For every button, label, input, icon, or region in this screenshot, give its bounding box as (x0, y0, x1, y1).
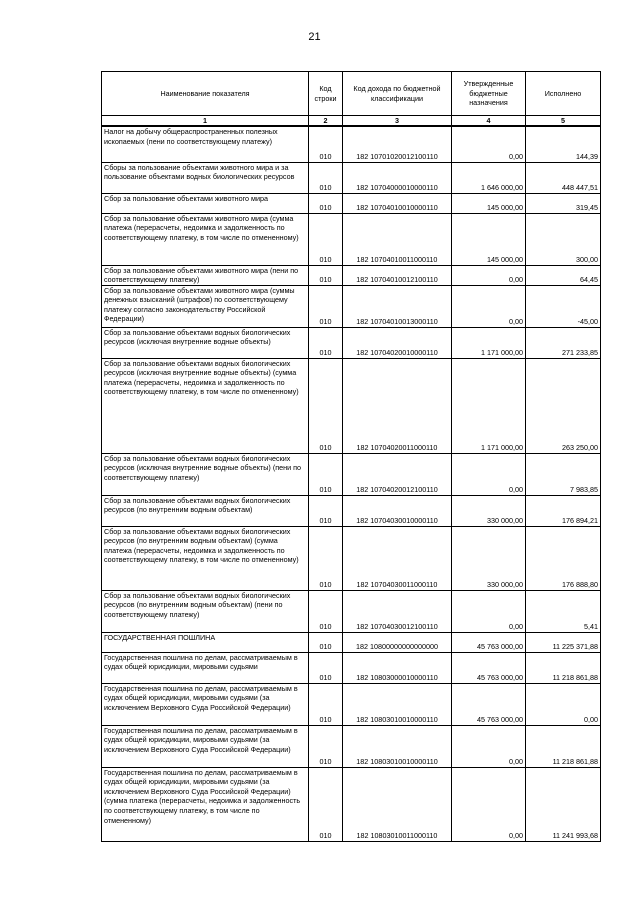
table-row (102, 652, 601, 683)
row-kd: 182 10704030012100110 (343, 590, 452, 632)
row-name: ГОСУДАРСТВЕННАЯ ПОШЛИНА (102, 632, 309, 652)
table-row (102, 526, 601, 590)
header-kd: Код дохода по бюджетной классификации (343, 72, 452, 116)
row-approved: 45 763 000,00 (452, 683, 526, 725)
row-name: Сбор за пользование объектами животного мира (пени по соответствующему платежу) (102, 265, 309, 285)
row-name: Сбор за пользование объектами водных биологических ресурсов (исключая внутренние водные объекты) (пени по соответствующему платежу) (102, 453, 309, 495)
row-kd: 182 10704020011000110 (343, 358, 452, 453)
row-executed: 319,45 (526, 193, 601, 213)
row-kd: 182 10701020012100110 (343, 126, 452, 162)
row-approved: 1 646 000,00 (452, 162, 526, 193)
header-executed: Исполнено (526, 72, 601, 116)
row-executed: 5,41 (526, 590, 601, 632)
row-code: 010 (309, 632, 343, 652)
row-kd: 182 10704010012100110 (343, 265, 452, 285)
row-code: 010 (309, 358, 343, 453)
table-row (102, 265, 601, 285)
header-approved: Утвержденные бюджетные назначения (452, 72, 526, 116)
row-approved: 330 000,00 (452, 526, 526, 590)
row-name: Государственная пошлина по делам, рассматриваемым в судах общей юрисдикции, мировыми судьями (за исключением Верховного Суда Российской Федерации) (102, 683, 309, 725)
index-cell: 3 (343, 116, 452, 127)
row-code: 010 (309, 285, 343, 327)
row-approved: 0,00 (452, 590, 526, 632)
row-executed: 271 233,85 (526, 327, 601, 358)
row-executed: 11 241 993,68 (526, 767, 601, 841)
row-kd: 182 10803010011000110 (343, 767, 452, 841)
row-code: 010 (309, 725, 343, 767)
row-executed: 176 888,80 (526, 526, 601, 590)
row-code: 010 (309, 453, 343, 495)
index-cell: 1 (102, 116, 309, 127)
table-body (102, 126, 601, 841)
row-kd: 182 10800000000000000 (343, 632, 452, 652)
row-kd: 182 10803010010000110 (343, 725, 452, 767)
index-cell: 4 (452, 116, 526, 127)
row-code: 010 (309, 327, 343, 358)
row-executed: 11 218 861,88 (526, 652, 601, 683)
page-number: 21 (308, 31, 321, 43)
row-code: 010 (309, 652, 343, 683)
row-kd: 182 10704010011000110 (343, 213, 452, 265)
row-executed: 11 218 861,88 (526, 725, 601, 767)
row-approved: 45 763 000,00 (452, 652, 526, 683)
row-executed: 300,00 (526, 213, 601, 265)
row-approved: 145 000,00 (452, 193, 526, 213)
row-approved: 0,00 (452, 265, 526, 285)
row-code: 010 (309, 126, 343, 162)
table-row (102, 213, 601, 265)
row-name: Сбор за пользование объектами водных биологических ресурсов (исключая внутренние водные объекты) (сумма платежа (перерасчеты, недоимка и задолженность по соответствующему платежу, в том числе по отмененному) (102, 358, 309, 453)
row-executed: 263 250,00 (526, 358, 601, 453)
row-name: Сбор за пользование объектами водных биологических ресурсов (по внутренним водным объектам) (102, 495, 309, 526)
row-name: Сбор за пользование объектами животного мира (102, 193, 309, 213)
row-name: Сбор за пользование объектами водных биологических ресурсов (исключая внутренние водные объекты) (102, 327, 309, 358)
row-kd: 182 10704010013000110 (343, 285, 452, 327)
row-kd: 182 10704030010000110 (343, 495, 452, 526)
header-code: Код строки (309, 72, 343, 116)
table-row (102, 495, 601, 526)
row-kd: 182 10803000010000110 (343, 652, 452, 683)
row-code: 010 (309, 767, 343, 841)
row-name: Сбор за пользование объектами водных биологических ресурсов (по внутренним водным объектам) (пени по соответствующему платежу) (102, 590, 309, 632)
row-approved: 0,00 (452, 285, 526, 327)
row-executed: 64,45 (526, 265, 601, 285)
row-approved: 1 171 000,00 (452, 358, 526, 453)
row-approved: 0,00 (452, 767, 526, 841)
row-executed: 448 447,51 (526, 162, 601, 193)
table-row (102, 358, 601, 453)
row-code: 010 (309, 495, 343, 526)
row-kd: 182 10704020010000110 (343, 327, 452, 358)
row-code: 010 (309, 213, 343, 265)
row-approved: 45 763 000,00 (452, 632, 526, 652)
row-name: Сбор за пользование объектами животного мира (суммы денежных взысканий (штрафов) по соответствующему платежу согласно законодательству Российской Федерации) (102, 285, 309, 327)
row-executed: 144,39 (526, 126, 601, 162)
table-row (102, 767, 601, 841)
row-kd: 182 10704010010000110 (343, 193, 452, 213)
table-row (102, 453, 601, 495)
budget-income-table (101, 71, 601, 842)
index-cell: 2 (309, 116, 343, 127)
row-code: 010 (309, 162, 343, 193)
table-row (102, 590, 601, 632)
row-executed: -45,00 (526, 285, 601, 327)
row-approved: 0,00 (452, 725, 526, 767)
row-code: 010 (309, 683, 343, 725)
row-approved: 1 171 000,00 (452, 327, 526, 358)
header-row (102, 72, 601, 116)
row-executed: 176 894,21 (526, 495, 601, 526)
row-name: Государственная пошлина по делам, рассматриваемым в судах общей юрисдикции, мировыми судьями (за исключением Верховного Суда Российской Федерации) (102, 725, 309, 767)
row-kd: 182 10803010010000110 (343, 683, 452, 725)
table-row (102, 126, 601, 162)
row-approved: 0,00 (452, 453, 526, 495)
row-name: Сборы за пользование объектами животного мира и за пользование объектами водных биологических ресурсов (102, 162, 309, 193)
index-row (102, 116, 601, 127)
row-name: Налог на добычу общераспространенных полезных ископаемых (пени по соответствующему платежу) (102, 126, 309, 162)
row-name: Сбор за пользование объектами водных биологических ресурсов (по внутренним водным объектам) (сумма платежа (перерасчеты, недоимка и задолженность по соответствующему платежу, в том числе по отмененному) (102, 526, 309, 590)
table-row (102, 725, 601, 767)
row-executed: 11 225 371,88 (526, 632, 601, 652)
row-executed: 7 983,85 (526, 453, 601, 495)
table-row (102, 327, 601, 358)
row-approved: 330 000,00 (452, 495, 526, 526)
row-code: 010 (309, 193, 343, 213)
header-name: Наименование показателя (102, 72, 309, 116)
table-row (102, 162, 601, 193)
row-name: Государственная пошлина по делам, рассматриваемым в судах общей юрисдикции, мировыми судьями (за исключением Верховного Суда Российской Федерации) (сумма платежа (перерасчеты, недоимка и задолженность по соответствующему платежу, в том числе по отмененному) (102, 767, 309, 841)
table-row (102, 683, 601, 725)
row-code: 010 (309, 526, 343, 590)
row-code: 010 (309, 265, 343, 285)
row-approved: 0,00 (452, 126, 526, 162)
row-kd: 182 10704020012100110 (343, 453, 452, 495)
row-name: Сбор за пользование объектами животного мира (сумма платежа (перерасчеты, недоимка и задолженность по соответствующему платежу, в том числе по отмененному) (102, 213, 309, 265)
row-name: Государственная пошлина по делам, рассматриваемым в судах общей юрисдикции, мировыми судьями (102, 652, 309, 683)
row-kd: 182 10704000010000110 (343, 162, 452, 193)
row-code: 010 (309, 590, 343, 632)
row-kd: 182 10704030011000110 (343, 526, 452, 590)
table-row (102, 285, 601, 327)
table-row (102, 632, 601, 652)
row-approved: 145 000,00 (452, 213, 526, 265)
row-executed: 0,00 (526, 683, 601, 725)
index-cell: 5 (526, 116, 601, 127)
table-row (102, 193, 601, 213)
